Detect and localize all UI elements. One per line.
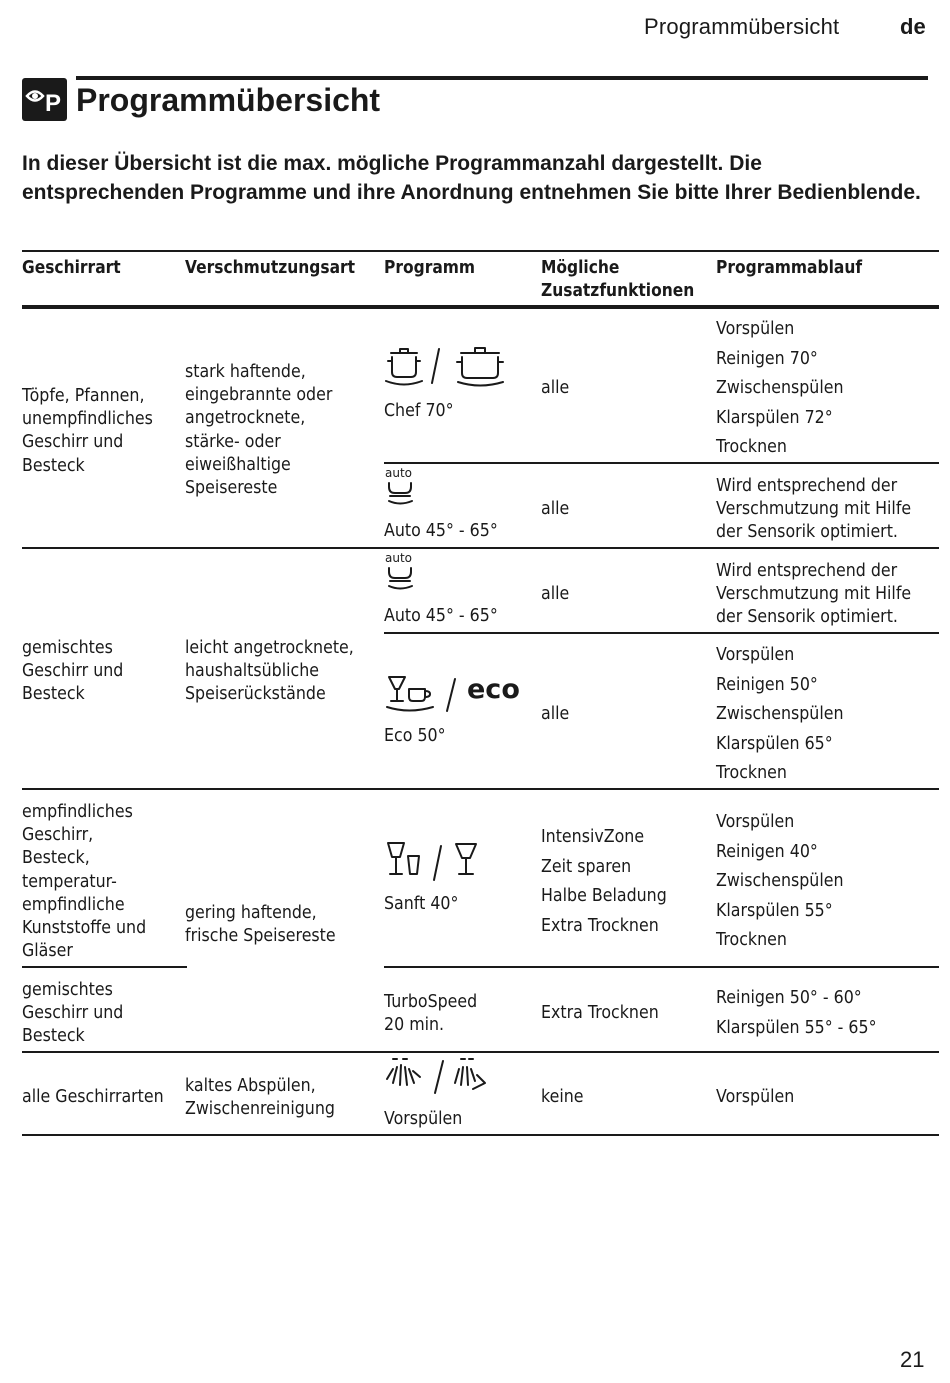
program-name: Chef 70° bbox=[384, 400, 454, 421]
row6-geschirrart: gemischtes Geschirr und Besteck bbox=[22, 979, 124, 1047]
auto-program-icon bbox=[386, 481, 416, 505]
program-name: Vorspülen bbox=[384, 1108, 463, 1129]
pot-icon bbox=[384, 345, 509, 389]
row-divider bbox=[22, 966, 187, 968]
page-title: Programmübersicht bbox=[76, 82, 381, 118]
eco-program-icon bbox=[385, 673, 455, 713]
table-header-rule bbox=[22, 305, 939, 309]
pre-rinse-spray-icon bbox=[385, 1057, 495, 1095]
row-divider bbox=[384, 632, 939, 634]
title-rule bbox=[76, 76, 928, 80]
zusatzfunktionen: keine bbox=[541, 1086, 584, 1107]
program-name: Auto 45° - 65° bbox=[384, 605, 498, 626]
auto-program-icon bbox=[386, 566, 416, 590]
row7-verschmutzungsart: kaltes Abspülen, Zwischenreinigung bbox=[185, 1075, 335, 1120]
table-top-rule bbox=[22, 250, 939, 252]
header-zusatzfunktionen-line2: Zusatzfunktionen bbox=[541, 280, 695, 301]
group-divider bbox=[22, 1051, 939, 1053]
program-name: TurboSpeed 20 min. bbox=[384, 991, 478, 1036]
programmablauf: Vorspülen Reinigen 50° Zwischenspülen Klarspülen 65° Trocknen bbox=[716, 644, 844, 784]
programmablauf: Wird entsprechend der Verschmutzung mit Hilfe der Sensorik optimiert. bbox=[716, 475, 912, 543]
group1-verschmutzungsart: stark haftende, eingebrannte oder angetrocknete, stärke- oder eiweißhaltige Speisereste bbox=[185, 361, 333, 499]
eco-icon-label: eco bbox=[467, 674, 520, 705]
group2-geschirrart: gemischtes Geschirr und Besteck bbox=[22, 637, 124, 705]
zusatzfunktionen: Extra Trocknen bbox=[541, 1002, 659, 1023]
group-divider bbox=[22, 788, 939, 790]
row-divider bbox=[384, 462, 939, 464]
zusatzfunktionen: alle bbox=[541, 583, 570, 604]
zusatzfunktionen: alle bbox=[541, 498, 570, 519]
programmablauf: Reinigen 50° - 60° Klarspülen 55° - 65° bbox=[716, 987, 877, 1038]
header-zusatzfunktionen-line1: Mögliche bbox=[541, 257, 620, 278]
zusatzfunktionen: alle bbox=[541, 703, 570, 724]
row7-geschirrart: alle Geschirrarten bbox=[22, 1086, 164, 1107]
group-divider bbox=[22, 547, 939, 549]
group2-verschmutzungsart: leicht angetrocknete, haushaltsübliche Speiserückstände bbox=[185, 637, 354, 705]
page-number: 21 bbox=[900, 1347, 925, 1372]
header-programmablauf: Programmablauf bbox=[716, 257, 863, 278]
table-bottom-rule bbox=[22, 1134, 939, 1136]
auto-icon-label: auto bbox=[385, 466, 413, 480]
program-overview-icon bbox=[22, 78, 67, 121]
running-header-section: Programmübersicht bbox=[644, 14, 840, 39]
program-name: Eco 50° bbox=[384, 725, 446, 746]
group3-verschmutzungsart: gering haftende, frische Speisereste bbox=[185, 902, 336, 947]
header-geschirrart: Geschirrart bbox=[22, 257, 121, 278]
auto-icon-label: auto bbox=[385, 551, 413, 565]
programmablauf: Vorspülen bbox=[716, 1086, 795, 1107]
programmablauf: Wird entsprechend der Verschmutzung mit Hilfe der Sensorik optimiert. bbox=[716, 560, 912, 628]
glass-icon bbox=[386, 840, 481, 882]
zusatzfunktionen: IntensivZone Zeit sparen Halbe Beladung Extra Trocknen bbox=[541, 826, 667, 936]
programmablauf: Vorspülen Reinigen 40° Zwischenspülen Klarspülen 55° Trocknen bbox=[716, 811, 844, 951]
group1-geschirrart: Töpfe, Pfannen, unempfindliches Geschirr und Besteck bbox=[22, 385, 153, 476]
programmablauf: Vorspülen Reinigen 70° Zwischenspülen Klarspülen 72° Trocknen bbox=[716, 318, 844, 458]
row-divider bbox=[384, 966, 939, 968]
zusatzfunktionen: alle bbox=[541, 377, 570, 398]
row5-geschirrart: empfindliches Geschirr, Besteck, temperatur- empfindliche Kunststoffe und Gläser bbox=[22, 801, 147, 962]
intro-paragraph: In dieser Übersicht ist die max. mögliche Programmanzahl dargestellt. Die entsprechenden Programme und ihre Anordnung entnehmen Sie bitte Ihrer Bedienblende. bbox=[22, 152, 921, 204]
language-code: de bbox=[900, 14, 926, 39]
header-verschmutzungsart: Verschmutzungsart bbox=[185, 257, 356, 278]
header-programm: Programm bbox=[384, 257, 476, 278]
program-name: Sanft 40° bbox=[384, 893, 459, 914]
svg-text:P: P bbox=[45, 90, 62, 117]
program-name: Auto 45° - 65° bbox=[384, 520, 498, 541]
